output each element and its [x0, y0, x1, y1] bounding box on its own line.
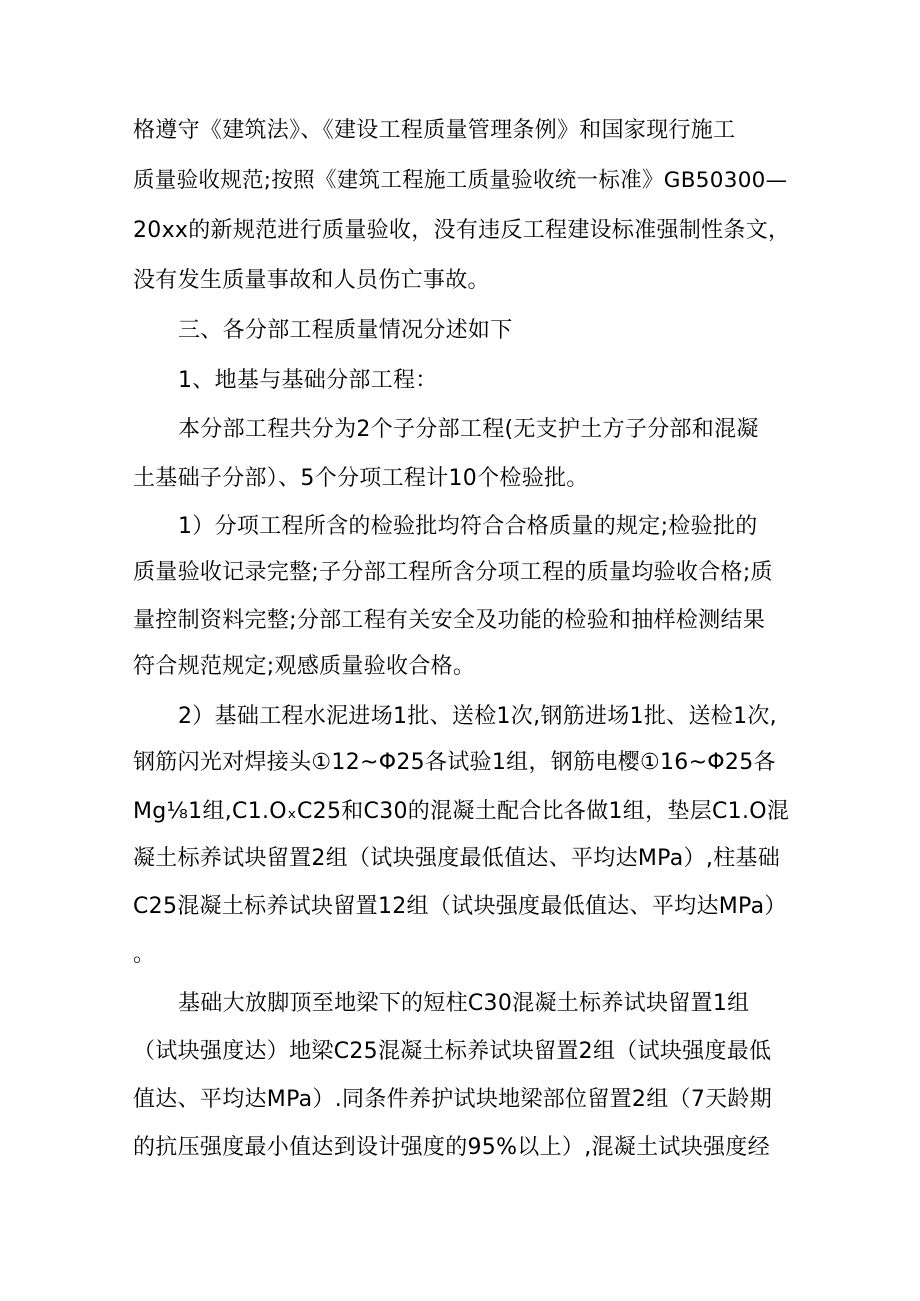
text-line: 的抗压强度最小值达到设计强度的95%以上）,混凝土试块强度经 — [133, 1135, 770, 1160]
text-line: 基础大放脚顶至地梁下的短柱C30混凝土标养试块留置1组 — [178, 991, 750, 1016]
section-heading: 三、各分部工程质量情况分述如下 — [178, 318, 513, 343]
text-line: 值达、平均达MPa）.同条件养护试块地梁部位留置2组（7天龄期 — [133, 1087, 773, 1112]
text-line: 本分部工程共分为2个子分部工程(无支护土方子分部和混凝 — [178, 417, 759, 442]
text-line: 格遵守《建筑法》、《建设工程质量管理条例》和国家现行施工 — [133, 118, 736, 143]
text-line: 钢筋闪光对焊接头①12~Φ25各试验1组，钢筋电樱①16~Φ25各 — [133, 750, 776, 775]
text-line: 量控制资料完整;分部工程有关安全及功能的检验和抽样检测结果 — [133, 608, 766, 633]
text-line: 质量验收规范;按照《建筑工程施工质量验收统一标准》GB50300— — [133, 168, 788, 193]
text-line: 符合规范规定;观感质量验收合格。 — [133, 654, 476, 679]
subsection-heading: 1、地基与基础分部工程： — [178, 368, 438, 393]
text-line: 20xx的新规范进行质量验收，没有违反工程建设标准强制性条文， — [133, 218, 791, 243]
text-line: 1）分项工程所含的检验批均符合合格质量的规定;检验批的 — [178, 514, 758, 539]
text-line: （试块强度达）地梁C25混凝土标养试块留置2组（试块强度最低 — [133, 1039, 772, 1064]
text-line: 。 — [133, 942, 156, 967]
text-line: C25混凝土标养试块留置12组（试块强度最低值达、平均达MPa） — [133, 894, 787, 919]
text-line: Mg⅛1组,C1.OₓC25和C30的混凝土配合比各做1组，垫层C1.O混 — [133, 799, 790, 824]
text-line: 质量验收记录完整;子分部工程所含分项工程的质量均验收合格;质 — [133, 560, 773, 585]
text-line: 凝土标养试块留置2组（试块强度最低值达、平均达MPa）,柱基础 — [133, 846, 781, 871]
text-line: 没有发生质量事故和人员伤亡事故。 — [133, 268, 490, 293]
text-line: 2）基础工程水泥进场1批、送检1次,钢筋进场1批、送检1次, — [178, 704, 777, 729]
text-line: 土基础子分部）、5个分项工程计10个检验批。 — [133, 466, 589, 491]
